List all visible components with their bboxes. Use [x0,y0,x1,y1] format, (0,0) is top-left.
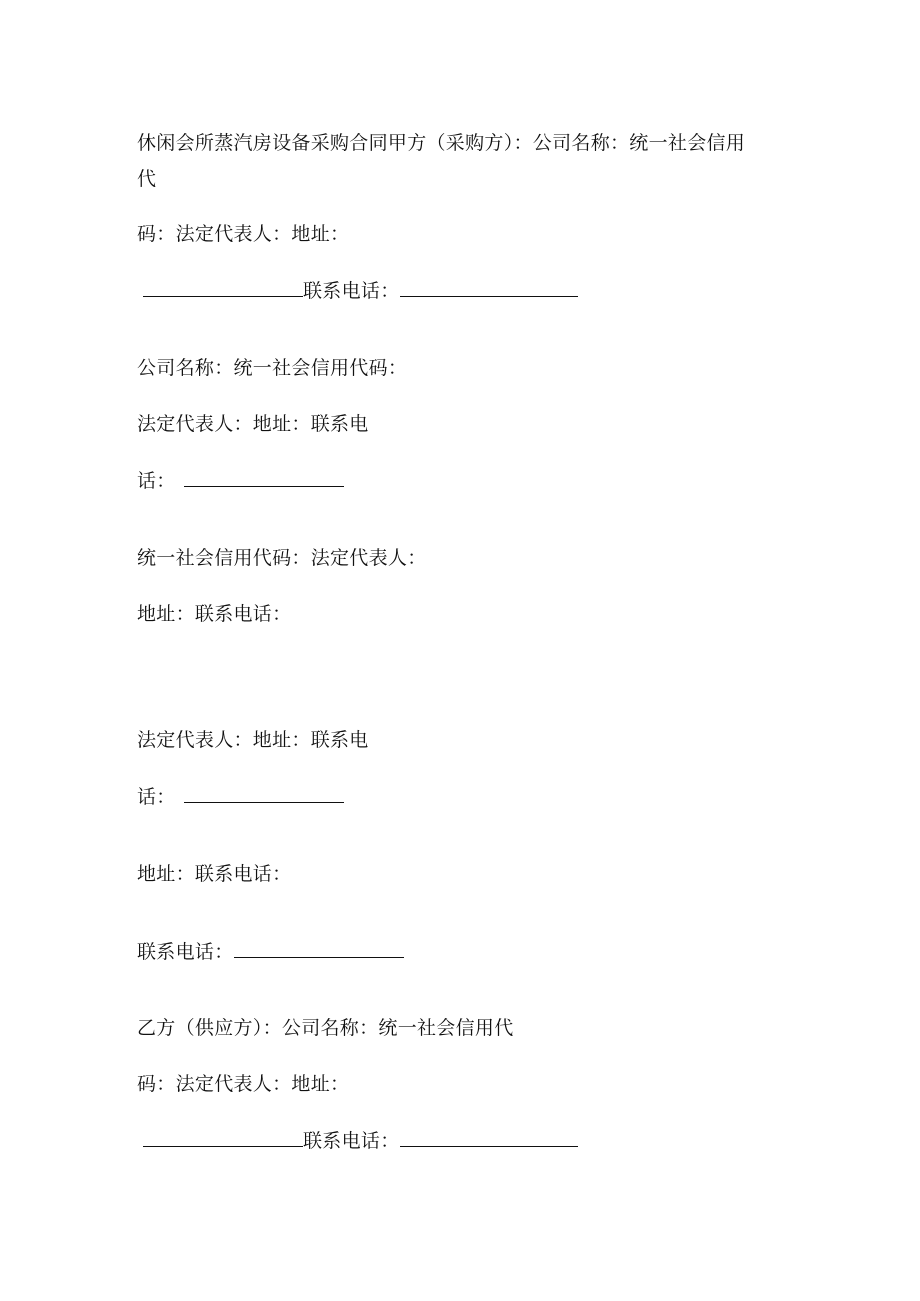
party-b-line: 乙方（供应方）：公司名称：统一社会信用代 [137,1017,514,1039]
phone-label: 话： [137,786,176,808]
phone-blank-field[interactable] [234,939,404,958]
blank-field[interactable] [143,278,303,297]
phone-line [137,784,344,809]
blank-field[interactable] [143,1128,303,1147]
text-line: 地址：联系电话： [137,603,292,625]
phone-label: 话： [137,470,176,492]
phone-line [137,939,404,964]
phone-blank-field[interactable] [400,1128,578,1147]
text-line: 公司名称：统一社会信用代码： [137,357,408,379]
text-line: 法定代表人：地址：联系电 [137,729,369,751]
phone-label: 联系电话： [303,280,400,302]
text-line: 码：法定代表人：地址： [137,223,350,245]
phone-label: 联系电话： [303,1130,400,1152]
phone-line [137,468,344,493]
phone-blank-field[interactable] [184,468,344,487]
phone-label: 联系电话： [137,941,234,963]
phone-line [143,278,578,303]
phone-blank-field[interactable] [400,278,578,297]
contract-title-line: 休闲会所蒸汽房设备采购合同甲方（采购方）：公司名称：统一社会信用 [137,132,746,154]
text-line: 法定代表人：地址：联系电 [137,413,369,435]
text-line: 地址：联系电话： [137,863,292,885]
text-line: 代 [137,168,157,190]
text-line: 码：法定代表人：地址： [137,1073,350,1095]
phone-blank-field[interactable] [184,784,344,803]
phone-line [143,1128,578,1153]
text-line: 统一社会信用代码：法定代表人： [137,547,427,569]
